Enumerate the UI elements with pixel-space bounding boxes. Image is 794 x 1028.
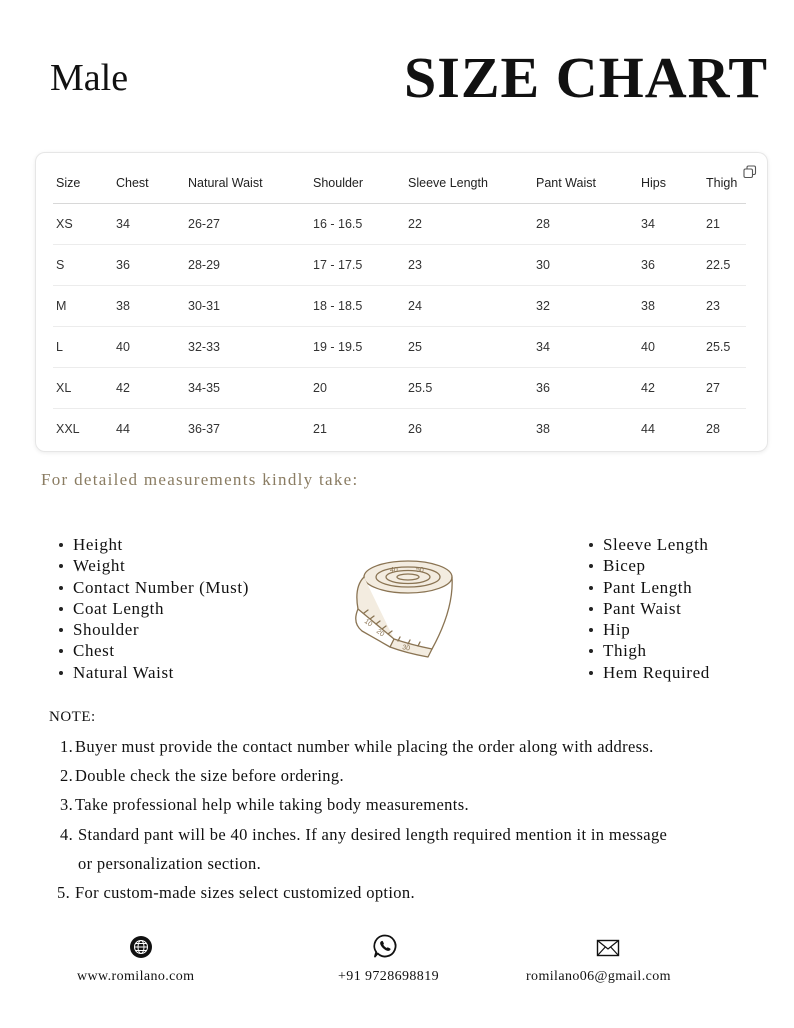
table-cell: 23 [703,286,746,327]
note-item [60,854,261,874]
table-cell: XL [53,368,113,409]
table-cell: 30 [533,245,638,286]
table-cell: 21 [313,422,327,436]
note-number: 4. [60,825,74,844]
table-cell: 36 [638,245,703,286]
list-item: Height [59,534,249,555]
table-cell: 25.5 [405,368,533,409]
table-row [53,204,746,245]
table-cell: M [53,286,113,327]
table-cell: 26-27 [185,204,310,245]
list-item: Contact Number (Must) [59,577,249,598]
table-cell: 28 [706,422,720,436]
table-cell: 42 [638,368,703,409]
list-item: Hip [589,619,710,640]
table-row [53,286,746,327]
table-cell: 40 [638,327,703,368]
tape-number: 30 [401,644,411,653]
column-header: Thigh [703,157,746,204]
table-cell: 25.5 [703,327,746,368]
table-cell: 38 [113,286,185,327]
tape-number: 20 [374,628,386,639]
measurement-list-right [589,534,710,683]
measurements-subtitle: For detailed measurements kindly take: [41,470,359,489]
note-item [60,737,654,757]
table-cell: 28-29 [185,245,310,286]
table-row [53,409,746,450]
table-row [53,245,746,286]
table-cell: 24 [405,286,533,327]
tape-number: 50 [416,567,424,574]
gender-label: Male [50,57,129,99]
note-text: For custom-made sizes select customized option. [75,883,415,902]
email-link[interactable]: romilano06@gmail.com [526,969,671,984]
note-text: Standard pant will be 40 inches. If any desired length required mention it in message [78,825,668,844]
note-text: or personalization section. [78,854,262,873]
table-cell: 32-33 [185,327,310,368]
table-cell: 28 [533,204,638,245]
mail-icon [596,936,620,960]
list-item: Hem Required [589,662,710,683]
table-cell: XS [53,204,113,245]
note-number: 5. [57,883,71,902]
table-row [53,327,746,368]
measurement-list-left [59,534,249,683]
table-cell: 30-31 [185,286,310,327]
table-cell: 40 [113,327,185,368]
table-cell: 27 [703,368,746,409]
phone-number[interactable]: +91 9728698819 [338,969,439,984]
note-number: 2. [60,766,74,785]
website-link[interactable]: www.romilano.com [77,969,195,984]
table-cell: 36-37 [188,422,220,436]
list-item: Sleeve Length [589,534,710,555]
list-item: Pant Length [589,577,710,598]
list-item: Shoulder [59,619,249,640]
table-cell: XXL [56,422,80,436]
column-header: Shoulder [310,157,405,204]
table-cell: S [53,245,113,286]
column-header: Hips [638,157,703,204]
tape-number: 10 [362,618,374,629]
note-item [57,883,415,903]
note-text: Buyer must provide the contact number while placing the order along with address. [75,737,654,756]
list-item: Thigh [589,640,710,661]
column-header: Size [53,157,113,204]
column-header: Natural Waist [185,157,310,204]
table-cell: 34 [113,204,185,245]
table-cell: 19 - 19.5 [310,327,405,368]
table-cell: 44 [116,422,130,436]
table-cell: 22 [405,204,533,245]
page-title: SIZE CHART [404,45,769,110]
list-item: Weight [59,555,249,576]
note-text: Take professional help while taking body measurements. [75,795,469,814]
table-cell: 42 [113,368,185,409]
table-cell: 32 [533,286,638,327]
table-cell: 36 [113,245,185,286]
table-cell: 16 - 16.5 [310,204,405,245]
table-cell: 34 [533,327,638,368]
table-cell: 18 - 18.5 [310,286,405,327]
tape-number: 40 [390,567,398,574]
table-cell: 17 - 17.5 [310,245,405,286]
table-cell: 25 [405,327,533,368]
column-header: Pant Waist [533,157,638,204]
column-header: Chest [113,157,185,204]
note-number: 1. [60,737,74,756]
table-cell: 23 [405,245,533,286]
note-item [60,795,469,815]
size-table [53,157,746,449]
table-header-row [53,157,746,204]
table-cell: 22.5 [703,245,746,286]
note-item [60,825,667,845]
measuring-tape-icon [348,553,460,661]
table-cell: 34-35 [185,368,310,409]
table-cell: 20 [310,368,405,409]
table-cell: L [53,327,113,368]
note-item [60,766,344,786]
table-cell: 36 [533,368,638,409]
table-cell: 38 [638,286,703,327]
note-title: NOTE: [49,709,96,725]
list-item: Coat Length [59,598,249,619]
size-table-card [35,152,768,452]
list-item: Bicep [589,555,710,576]
table-cell: 21 [703,204,746,245]
whatsapp-icon [373,934,397,958]
list-item: Natural Waist [59,662,249,683]
note-text: Double check the size before ordering. [75,766,344,785]
table-cell: 44 [641,422,655,436]
table-row [53,368,746,409]
table-cell: 34 [638,204,703,245]
list-item: Pant Waist [589,598,710,619]
globe-icon [129,935,153,959]
table-cell: 26 [408,422,422,436]
table-cell: 38 [536,422,550,436]
column-header: Sleeve Length [405,157,533,204]
list-item: Chest [59,640,249,661]
note-number: 3. [60,795,74,814]
